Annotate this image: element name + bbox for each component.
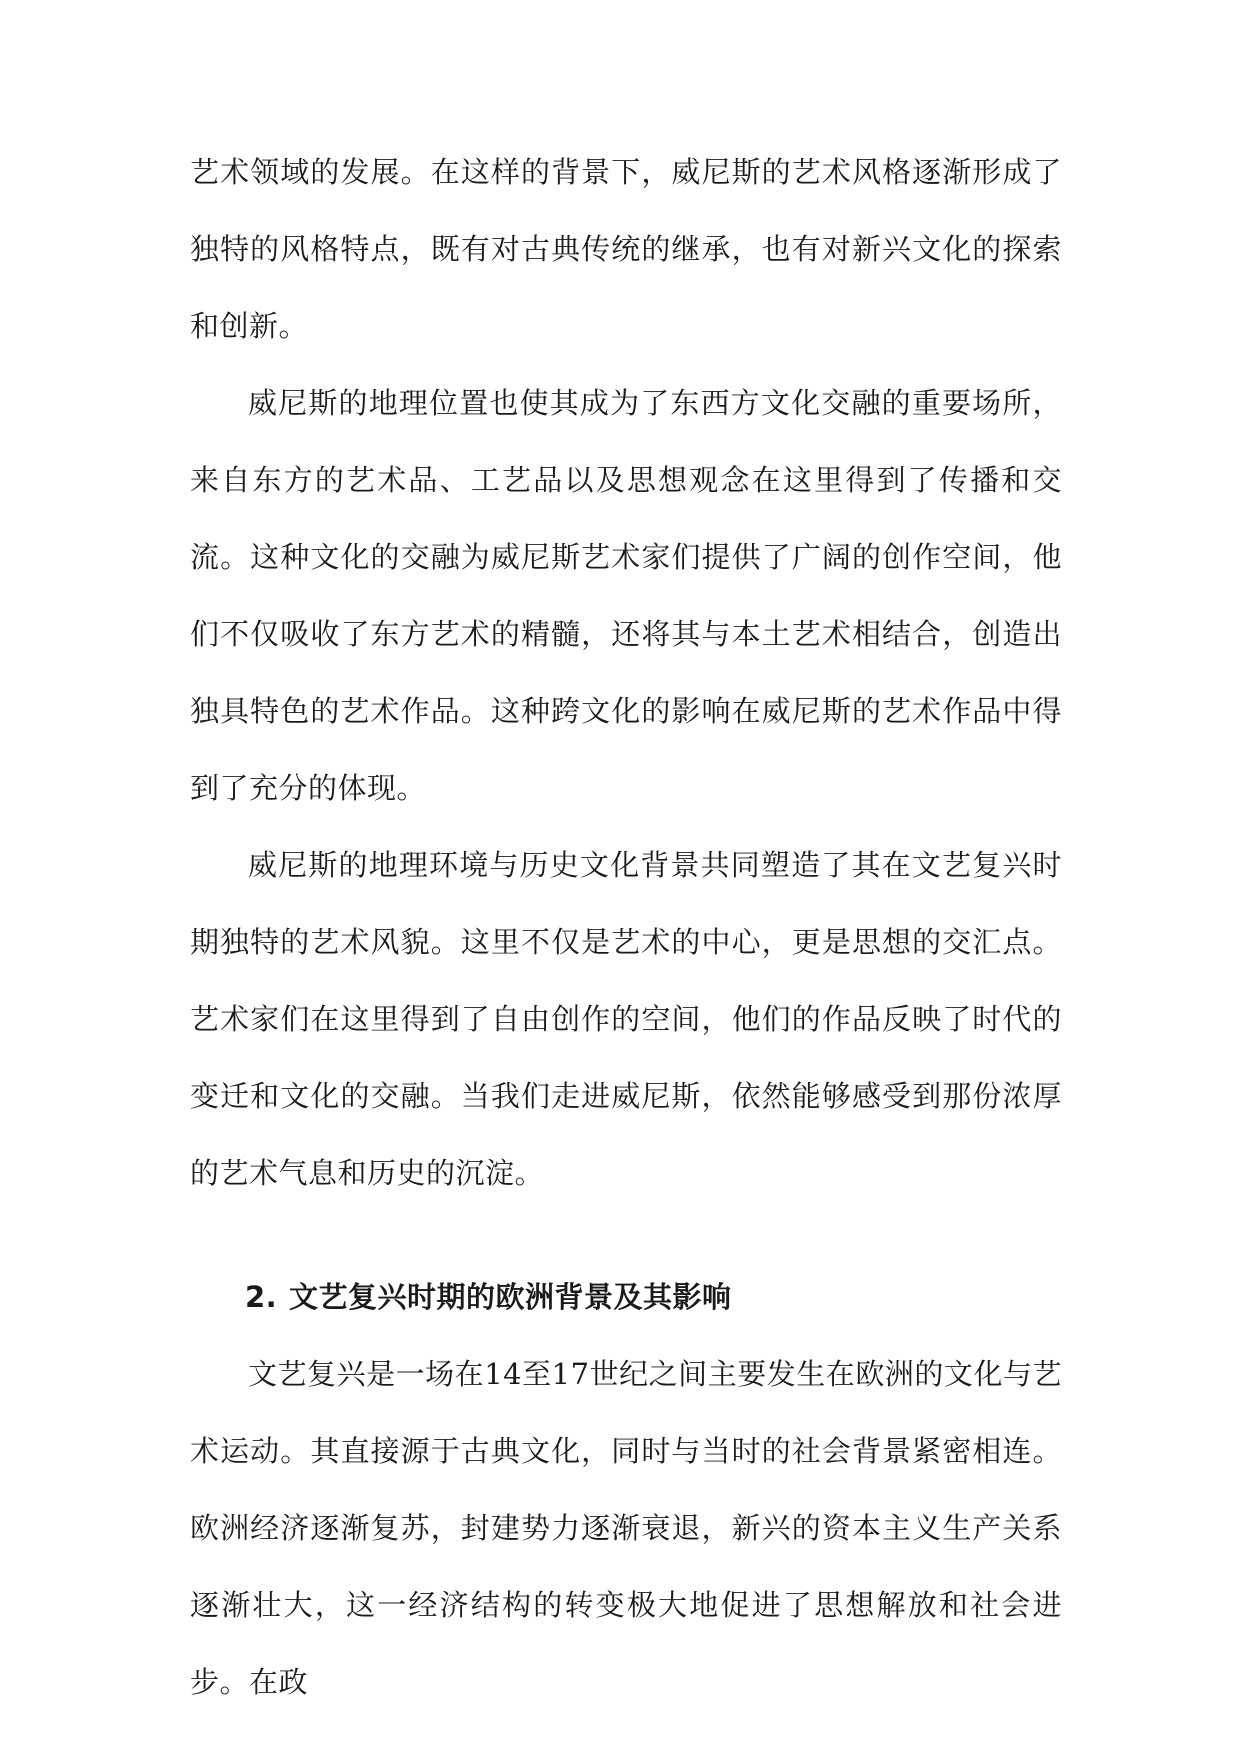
paragraph-renaissance-intro: 文艺复兴是一场在14至17世纪之间主要发生在欧洲的文化与艺术运动。其直接源于古典文化，同时与当时的社会背景紧密相连。欧洲经济逐渐复苏，封建势力逐渐衰退，新兴的资本主义生产关系逐渐壮大，这一经济结构的转变极大地促进了思想解放和社会进步。在政 [190,1357,1062,1699]
section-title: 文艺复兴时期的欧洲背景及其影响 [289,1280,732,1314]
document-body [190,134,1062,1721]
paragraph-cultural-exchange: 威尼斯的地理位置也使其成为了东西方文化交融的重要场所，来自东方的艺术品、工艺品以及思想观念在这里得到了传播和交流。这种文化的交融为威尼斯艺术家们提供了广阔的创作空间，他们不仅吸收了东方艺术的精髓，还将其与本土艺术相结合，创造出独具特色的艺术作品。这种跨文化的影响在威尼斯的艺术作品中得到了充分的体现。 [190,386,1062,805]
section-heading [190,1259,1062,1336]
paragraph-continued: 艺术领域的发展。在这样的背景下，威尼斯的艺术风格逐渐形成了独特的风格特点，既有对古典传统的继承，也有对新兴文化的探索和创新。 [190,155,1062,343]
paragraph-geography-history: 威尼斯的地理环境与历史文化背景共同塑造了其在文艺复兴时期独特的艺术风貌。这里不仅是艺术的中心，更是思想的交汇点。艺术家们在这里得到了自由创作的空间，他们的作品反映了时代的变迁和文化的交融。当我们走进威尼斯，依然能够感受到那份浓厚的艺术气息和历史的沉淀。 [190,848,1062,1190]
section-number: 2. [245,1280,278,1314]
